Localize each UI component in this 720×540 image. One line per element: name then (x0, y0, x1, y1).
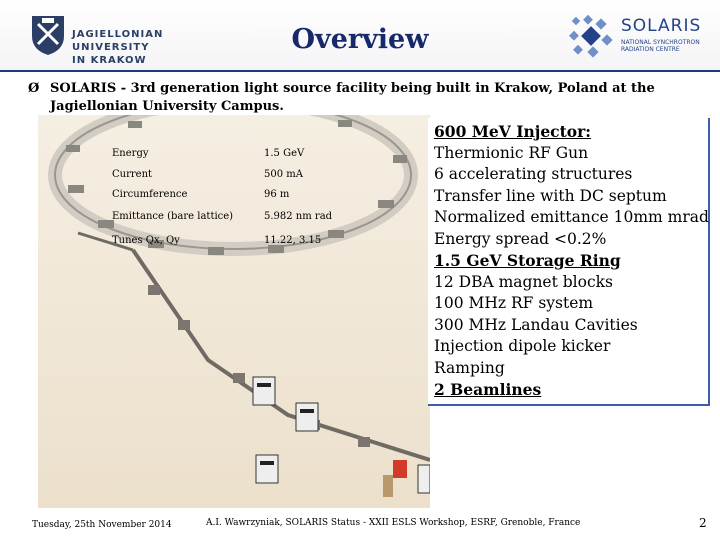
solaris-logo (567, 10, 717, 66)
parameter-value: 5.982 nm rad (264, 211, 333, 222)
footer-citation: A.I. Wawrzyniak, SOLARIS Status - XXII ESLS Workshop, ESRF, Grenoble, France (206, 518, 581, 528)
list-item: 300 MHz Landau Cavities (434, 315, 638, 334)
facility-specs-box (428, 118, 710, 406)
page-number: 2 (699, 516, 707, 530)
solaris-mark-icon (567, 12, 615, 60)
facility-layout-illustration (38, 115, 430, 508)
list-item: Thermionic RF Gun (434, 143, 589, 162)
footer-date: Tuesday, 25th November 2014 (32, 520, 172, 530)
header-divider (0, 70, 720, 72)
storage-ring-heading: 1.5 GeV Storage Ring (434, 251, 621, 270)
parameter-value: 1.5 GeV (264, 148, 305, 159)
list-item: 6 accelerating structures (434, 165, 633, 183)
bullet-arrow-icon: Ø (28, 81, 40, 96)
list-item: Energy spread <0.2% (434, 229, 607, 248)
slide-title: Overview (291, 24, 429, 55)
university-name: JAGIELLONIAN UNIVERSITY IN KRAKOW (72, 29, 164, 66)
parameter-label: Current (112, 169, 153, 180)
solaris-name: SOLARIS (621, 16, 702, 36)
slide-header (0, 0, 720, 72)
intro-bullet (28, 80, 708, 116)
list-item: 100 MHz RF system (434, 294, 594, 312)
list-item: 12 DBA magnet blocks (434, 272, 613, 291)
beamline-hut-icon (393, 460, 407, 478)
injector-heading: 600 MeV Injector: (434, 122, 592, 141)
list-item: Ramping (434, 358, 505, 377)
facility-rendering (38, 115, 430, 508)
parameter-value: 96 m (264, 189, 290, 200)
parameter-label: Energy (112, 148, 149, 159)
parameter-value: 11.22, 3.15 (264, 235, 322, 246)
list-item: Injection dipole kicker (434, 337, 611, 355)
parameter-value: 500 mA (264, 169, 303, 180)
parameter-label: Emittance (bare lattice) (112, 211, 234, 222)
parameter-label: Tunes Qx, Qy (112, 235, 180, 246)
list-item: Transfer line with DC septum (434, 186, 667, 205)
solaris-subtitle: NATIONAL SYNCHROTRON RADIATION CENTRE (621, 39, 700, 53)
beamlines-heading: 2 Beamlines (434, 380, 542, 399)
intro-bullet-text: SOLARIS - 3rd generation light source facility being built in Krakow, Poland at the Jagiellonian University Campus. (50, 81, 655, 114)
parameter-label: Circumference (112, 189, 188, 200)
list-item: Normalized emittance 10mm mrad (434, 208, 709, 226)
